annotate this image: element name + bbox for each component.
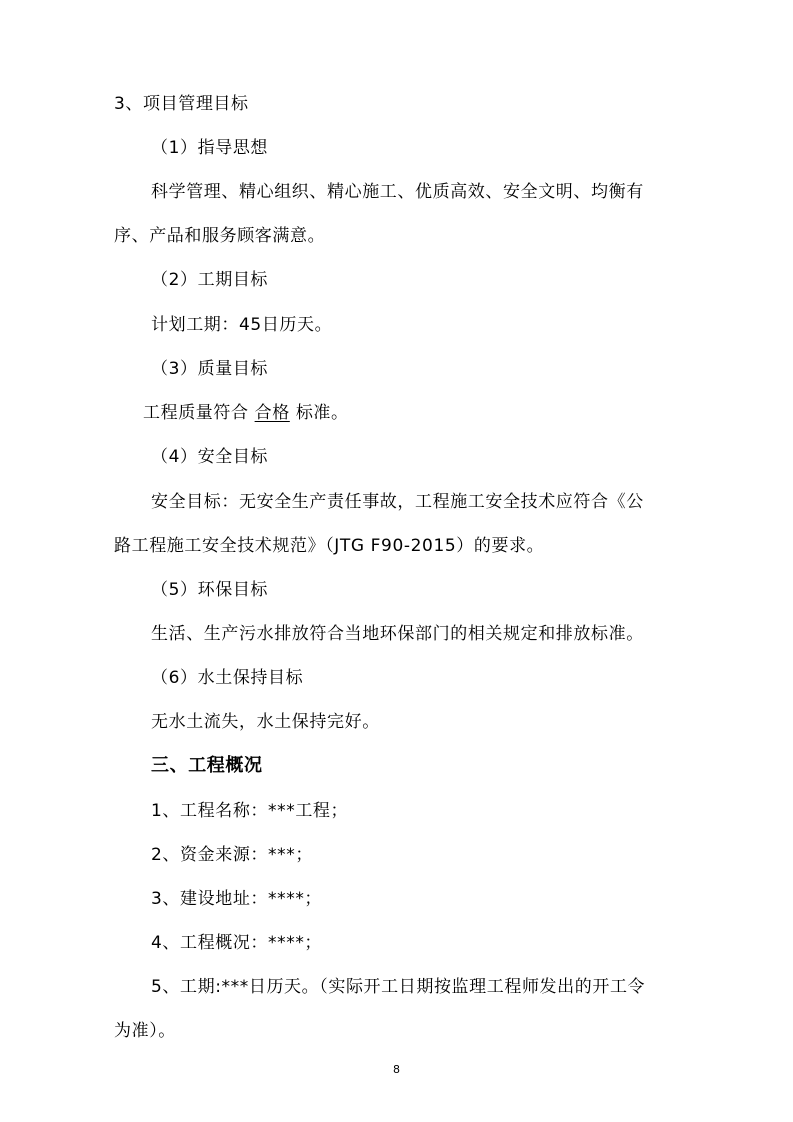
page-number: 8 — [393, 1063, 400, 1076]
paragraph-line: 无水土流失，水土保持完好。 — [151, 712, 380, 732]
section-heading-project-overview: 三、工程概况 — [151, 755, 263, 776]
paragraph-line-quality — [143, 402, 349, 424]
paragraph-line: 科学管理、精心组织、精心施工、优质高效、安全文明、均衡有 — [151, 182, 644, 202]
paragraph-line: 生活、生产污水排放符合当地环保部门的相关规定和排放标准。 — [151, 624, 644, 644]
subheading-guiding-idea: （1）指导思想 — [151, 138, 269, 158]
paragraph-line: 路工程施工安全技术规范》（JTG F90-2015）的要求。 — [114, 536, 545, 556]
quality-grade: 合格 — [254, 403, 290, 423]
list-item: 2、资金来源：***； — [151, 845, 313, 865]
paragraph-line: 安全目标：无安全生产责任事故，工程施工安全技术应符合《公 — [151, 492, 644, 512]
quality-text-prefix: 工程质量符合 — [143, 403, 255, 423]
subheading-soil-water: （6）水土保持目标 — [151, 668, 304, 688]
subheading-safety: （4）安全目标 — [151, 447, 269, 467]
list-item: 3、建设地址：****； — [151, 889, 323, 909]
list-item: 4、工程概况：****； — [151, 933, 323, 953]
section-heading-project-management: 3、项目管理目标 — [114, 94, 249, 114]
subheading-quality: （3）质量目标 — [151, 359, 269, 379]
list-item: 5、工期:***日历天。（实际开工日期按监理工程师发出的开工令 — [151, 977, 646, 997]
subheading-schedule: （2）工期目标 — [151, 270, 269, 290]
quality-text-suffix: 标准。 — [289, 403, 349, 423]
subheading-environment: （5）环保目标 — [151, 580, 269, 600]
list-item: 1、工程名称：***工程； — [151, 801, 349, 821]
list-item-continuation: 为准）。 — [114, 1021, 176, 1041]
paragraph-line: 序、产品和服务顾客满意。 — [114, 226, 326, 246]
paragraph-line: 计划工期：45日历天。 — [151, 315, 333, 335]
